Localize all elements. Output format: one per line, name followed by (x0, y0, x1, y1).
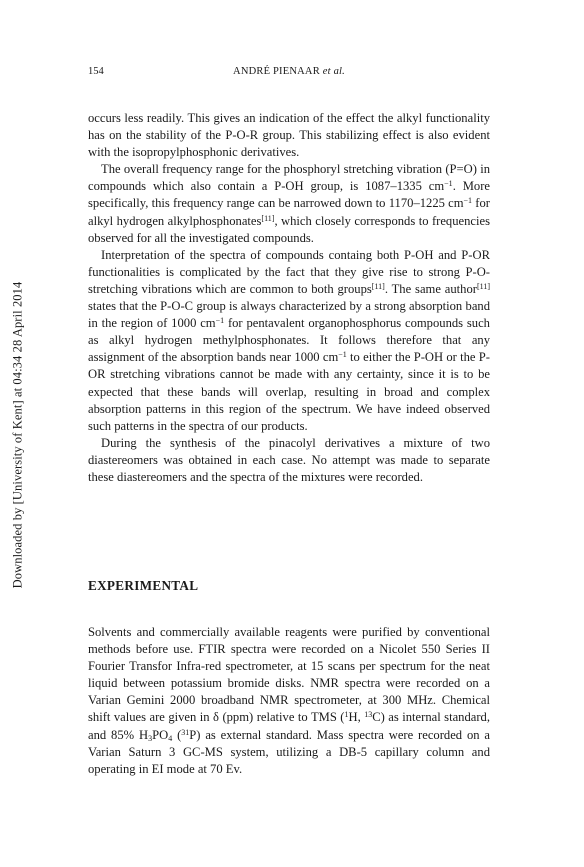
download-watermark (10, 270, 26, 600)
text-run: for alkyl hydrogen alkylphosphonates (88, 196, 490, 228)
citation-ref: [11] (476, 281, 490, 291)
body-text (88, 110, 490, 486)
text-run: PO (152, 727, 169, 742)
subscript: 3 (148, 733, 153, 743)
superscript: −1 (215, 316, 225, 326)
download-watermark-text: Downloaded by [University of Kent] at 04:34 28 April 2014 (10, 281, 25, 589)
paragraph-methods (88, 624, 490, 778)
section-heading-experimental: EXPERIMENTAL (88, 578, 199, 593)
text-run: Interpretation of the spectra of compounds containg both P-OH and P-OR functionalities is complicated by the fact that they give rise to strong P-O- stretching vibrations which are common to both groups (88, 247, 490, 296)
text-run: ( (172, 727, 182, 742)
text-run: . The same author (384, 281, 477, 296)
paragraph-alkyl-functionality: occurs less readily. This gives an indication of the effect the alkyl functionality has on the stability of the P-O-R group. This stabilizing effect is also evident with the isopropylphosphonic derivatives. (88, 111, 490, 160)
text-run: H, (348, 710, 365, 725)
experimental-text (88, 624, 490, 778)
subscript: 4 (168, 733, 173, 743)
paragraph-diastereomers: During the synthesis of the pinacolyl derivatives a mixture of two diastereomers was obtained in each case. No attempt was made to separate these diastereomers and the spectra of the mixtures were recorded. (88, 435, 490, 484)
running-head-author (88, 66, 490, 77)
superscript: 13 (364, 710, 373, 720)
et-al: et al. (322, 66, 345, 77)
text-run: to either the P-OH or the P-OR stretching vibrations cannot be made with any certainty, since it is to be expected that these bands will overlap, resulting in broad and complex absorption patterns in this region of the spectrum. We have indeed observed such patterns in the spectra of our products. (88, 350, 490, 433)
paragraph-spectra-interpretation (88, 247, 490, 435)
author-name: ANDRÉ PIENAAR (233, 66, 320, 77)
superscript: −1 (338, 350, 347, 360)
text-run: for pentavalent organophosphorus compounds such as alkyl hydrogen methylphosphonates. It follows therefore that any assignment of the absorption bands near 1000 cm (88, 316, 490, 365)
citation-ref: [11] (261, 213, 275, 223)
text-run: Solvents and commercially available reagents were purified by conventional methods before use. FTIR spectra were recorded on a Nicolet 550 Series II Fourier Transfor Infra-red spectrometer, at 15 scans per spectrum for the neat liquid between potassium bromide disks. NMR spectra were recorded on a Varian Gemini 2000 broadband NMR spectrometer, at 300 MHz. Chemical shift values are given in δ (ppm) relative to TMS ( (88, 625, 490, 725)
text-run: states that the P-O-C group is always characterized by a strong absorption band in the region of 1000 cm (88, 299, 490, 331)
text-run: P) as external standard. Mass spectra were recorded on a Varian Saturn 3 GC-MS system, utilizing a DB-5 capillary column and operating in EI mode at 70 Ev. (88, 727, 491, 776)
text-run: . More specifically, this frequency range can be narrowed down to 1170–1225 cm (88, 179, 491, 211)
citation-ref: [11] (371, 281, 385, 291)
running-header (88, 66, 490, 82)
text-run: The overall frequency range for the phosphoryl stretching vibration (P=O) in compounds which also contain a P-OH group, is 1087–1335 cm (88, 162, 490, 194)
paragraph-phosphoryl-range (88, 161, 490, 246)
superscript: 1 (344, 710, 349, 720)
superscript: −1 (444, 179, 453, 189)
superscript: −1 (463, 196, 473, 206)
text-run: C) as internal standard, and 85% H (88, 710, 490, 742)
text-run: , which closely corresponds to frequencies observed for all the investigated compounds. (88, 213, 490, 245)
page-number: 154 (88, 66, 104, 77)
superscript: 31 (181, 727, 190, 737)
